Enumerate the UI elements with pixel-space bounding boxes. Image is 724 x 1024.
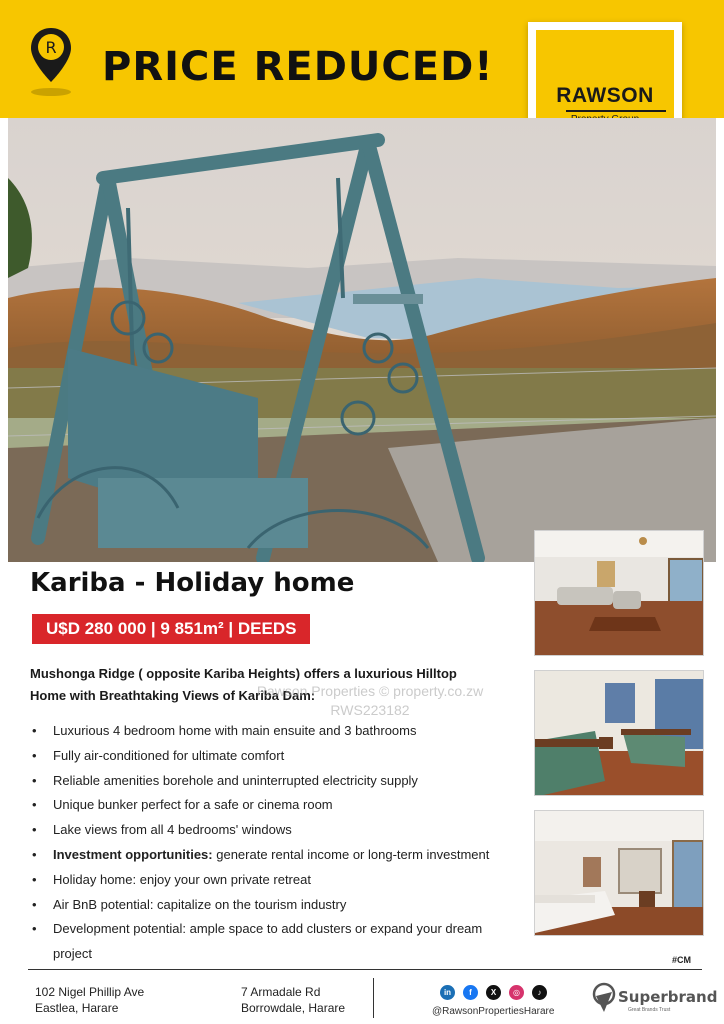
superbrand-emblem-icon bbox=[590, 982, 618, 1014]
watermark-line-2: RWS223182 bbox=[330, 702, 410, 718]
office-address-borrowdale: 7 Armadale Rd Borrowdale, Harare bbox=[241, 985, 346, 1015]
hashtag: #CM bbox=[672, 955, 692, 965]
feature-item-continuation: project bbox=[53, 946, 93, 962]
listing-title: Kariba - Holiday home bbox=[30, 568, 355, 598]
instagram-icon[interactable]: ◎ bbox=[509, 985, 524, 1000]
hero-photo-swing-lake-view bbox=[8, 118, 716, 562]
feature-item: • Luxurious 4 bedroom home with main ensuite and 3 bathrooms bbox=[32, 723, 417, 738]
feature-item: • Development potential: ample space to add clusters or expand your dream bbox=[32, 921, 483, 937]
social-handle[interactable]: @RawsonPropertiesHarare bbox=[432, 1006, 555, 1017]
watermark bbox=[210, 682, 530, 720]
intro-line-2: Home with Breathtaking Views of Kariba Dam: bbox=[30, 688, 316, 703]
footer-separator bbox=[373, 978, 374, 1018]
photo-bedroom-main bbox=[534, 810, 704, 936]
brand-name: RAWSON bbox=[556, 84, 654, 107]
office-address-eastlea: 102 Nigel Phillip Ave Eastlea, Harare bbox=[35, 985, 145, 1015]
intro-line-1: Mushonga Ridge ( opposite Kariba Heights) offers a luxurious Hilltop bbox=[30, 666, 457, 681]
feature-item: • Air BnB potential: capitalize on the tourism industry bbox=[32, 896, 347, 912]
tiktok-icon[interactable]: ♪ bbox=[532, 985, 547, 1000]
x-icon[interactable]: X bbox=[486, 985, 501, 1000]
photo-living-room bbox=[534, 530, 704, 656]
feature-item: • Reliable amenities borehole and uninterrupted electricity supply bbox=[32, 772, 418, 788]
feature-item: • Unique bunker perfect for a safe or cinema room bbox=[32, 797, 333, 813]
linkedin-icon[interactable]: in bbox=[440, 985, 455, 1000]
superbrand-subtitle: Great Brands Trust bbox=[628, 1007, 671, 1013]
superbrand-logo bbox=[590, 982, 718, 1016]
price-badge: U$D 280 000 | 9 851m² | DEEDS bbox=[32, 614, 310, 644]
headline: PRICE REDUCED! bbox=[102, 44, 494, 90]
superbrand-name: Superbrand bbox=[618, 988, 718, 1006]
feature-item: • Lake views from all 4 bedrooms' windows bbox=[32, 822, 292, 838]
facebook-icon[interactable]: f bbox=[463, 985, 478, 1000]
pin-letter: R bbox=[45, 38, 57, 57]
photo-bedroom-twin bbox=[534, 670, 704, 796]
footer-divider bbox=[28, 969, 702, 970]
feature-item: • Holiday home: enjoy your own private retreat bbox=[32, 871, 311, 887]
location-pin-icon bbox=[28, 26, 74, 98]
feature-item: • Fully air-conditioned for ultimate comfort bbox=[32, 747, 285, 763]
feature-item: • Investment opportunities: generate rental income or long-term investment bbox=[32, 846, 490, 862]
watermark-line-1: Rawson Properties © property.co.zw bbox=[256, 683, 484, 699]
feature-list bbox=[30, 719, 525, 967]
